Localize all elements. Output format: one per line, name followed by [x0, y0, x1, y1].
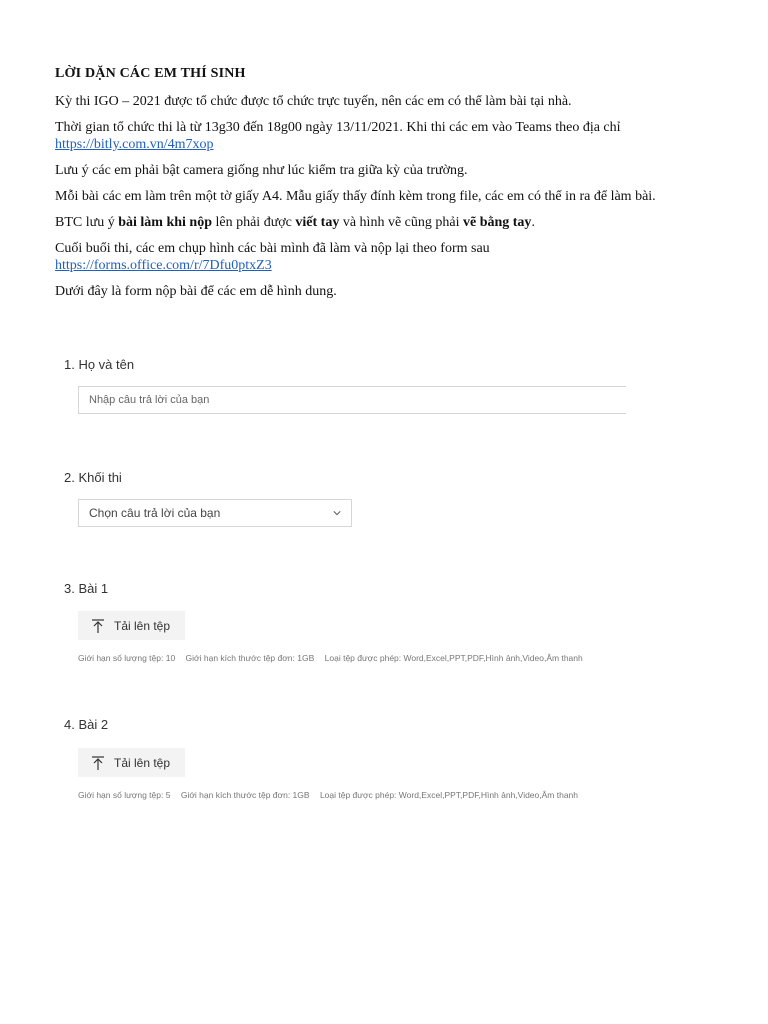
limit-count-2: Giới hạn số lượng tệp: 5 [78, 790, 171, 800]
upload-limits-1 [78, 653, 591, 663]
note-bold-submission: bài làm khi nộp [118, 215, 212, 230]
note-bold-handdrawn: vẽ bằng tay [462, 215, 532, 230]
upload-button-label-1: Tải lên tệp [114, 618, 171, 633]
question-3-label: 3. Bài 1 [64, 581, 109, 596]
question-4-label: 4. Bài 2 [64, 717, 109, 732]
document-title: LỜI DẶN CÁC EM THÍ SINH [55, 66, 246, 81]
limit-size-1: Giới hạn kích thước tệp đơn: 1GB [185, 653, 315, 663]
teams-link[interactable]: https://bitly.com.vn/4m7xop [55, 137, 214, 152]
paragraph-submit-form [55, 240, 705, 274]
paragraph-paper-a4: Mỗi bài các em làm trên một tờ giấy A4. Mẫu giấy thấy đính kèm trong file, các em có thể in ra để làm bài. [55, 189, 656, 204]
limit-types-2: Loại tệp được phép: Word,Excel,PPT,PDF,Hình ảnh,Video,Âm thanh [319, 790, 579, 800]
question-1-label: 1. Họ và tên [64, 357, 135, 372]
note-text-c: lên phải được [211, 215, 296, 230]
paragraph-camera-note: Lưu ý các em phải bật camera giống như lúc kiểm tra giữa kỳ của trường. [55, 163, 468, 178]
upload-arrow-icon [92, 619, 104, 633]
grade-select[interactable] [78, 499, 352, 527]
note-text-a: BTC lưu ý [55, 215, 119, 230]
limit-count-1: Giới hạn số lượng tệp: 10 [78, 653, 176, 663]
paragraph-exam-online: Kỳ thi IGO – 2021 được tổ chức được tổ chức trực tuyến, nên các em có thể làm bài tại nhà. [55, 94, 572, 109]
name-input[interactable] [78, 386, 626, 414]
paragraph-exam-time [55, 119, 705, 153]
exam-time-text: Thời gian tổ chức thi là từ 13g30 đến 18g00 ngày 13/11/2021. Khi thi các em vào Teams theo địa chỉ [55, 120, 621, 135]
upload-button-label-2: Tải lên tệp [114, 755, 171, 770]
forms-link[interactable]: https://forms.office.com/r/7Dfu0ptxZ3 [55, 258, 272, 273]
note-text-g: . [531, 215, 535, 230]
upload-file-button-2[interactable] [78, 748, 185, 777]
question-2-label: 2. Khối thi [64, 470, 122, 485]
note-bold-handwritten: viết tay [295, 215, 340, 230]
submit-form-text: Cuối buổi thi, các em chụp hình các bài mình đã làm và nộp lại theo form sau [55, 241, 490, 256]
upload-limits-2 [78, 790, 586, 800]
limit-size-2: Giới hạn kích thước tệp đơn: 1GB [180, 790, 310, 800]
paragraph-handwritten-note [55, 214, 705, 231]
upload-arrow-icon [92, 756, 104, 770]
instructions-document [55, 66, 705, 309]
limit-types-1: Loại tệp được phép: Word,Excel,PPT,PDF,Hình ảnh,Video,Âm thanh [324, 653, 583, 663]
note-text-e: và hình vẽ cũng phải [339, 215, 463, 230]
upload-file-button-1[interactable] [78, 611, 185, 640]
paragraph-form-preview: Dưới đây là form nộp bài để các em dễ hình dung. [55, 284, 337, 299]
chevron-down-icon [333, 509, 341, 517]
grade-select-value: Chọn câu trả lời của bạn [89, 506, 221, 520]
